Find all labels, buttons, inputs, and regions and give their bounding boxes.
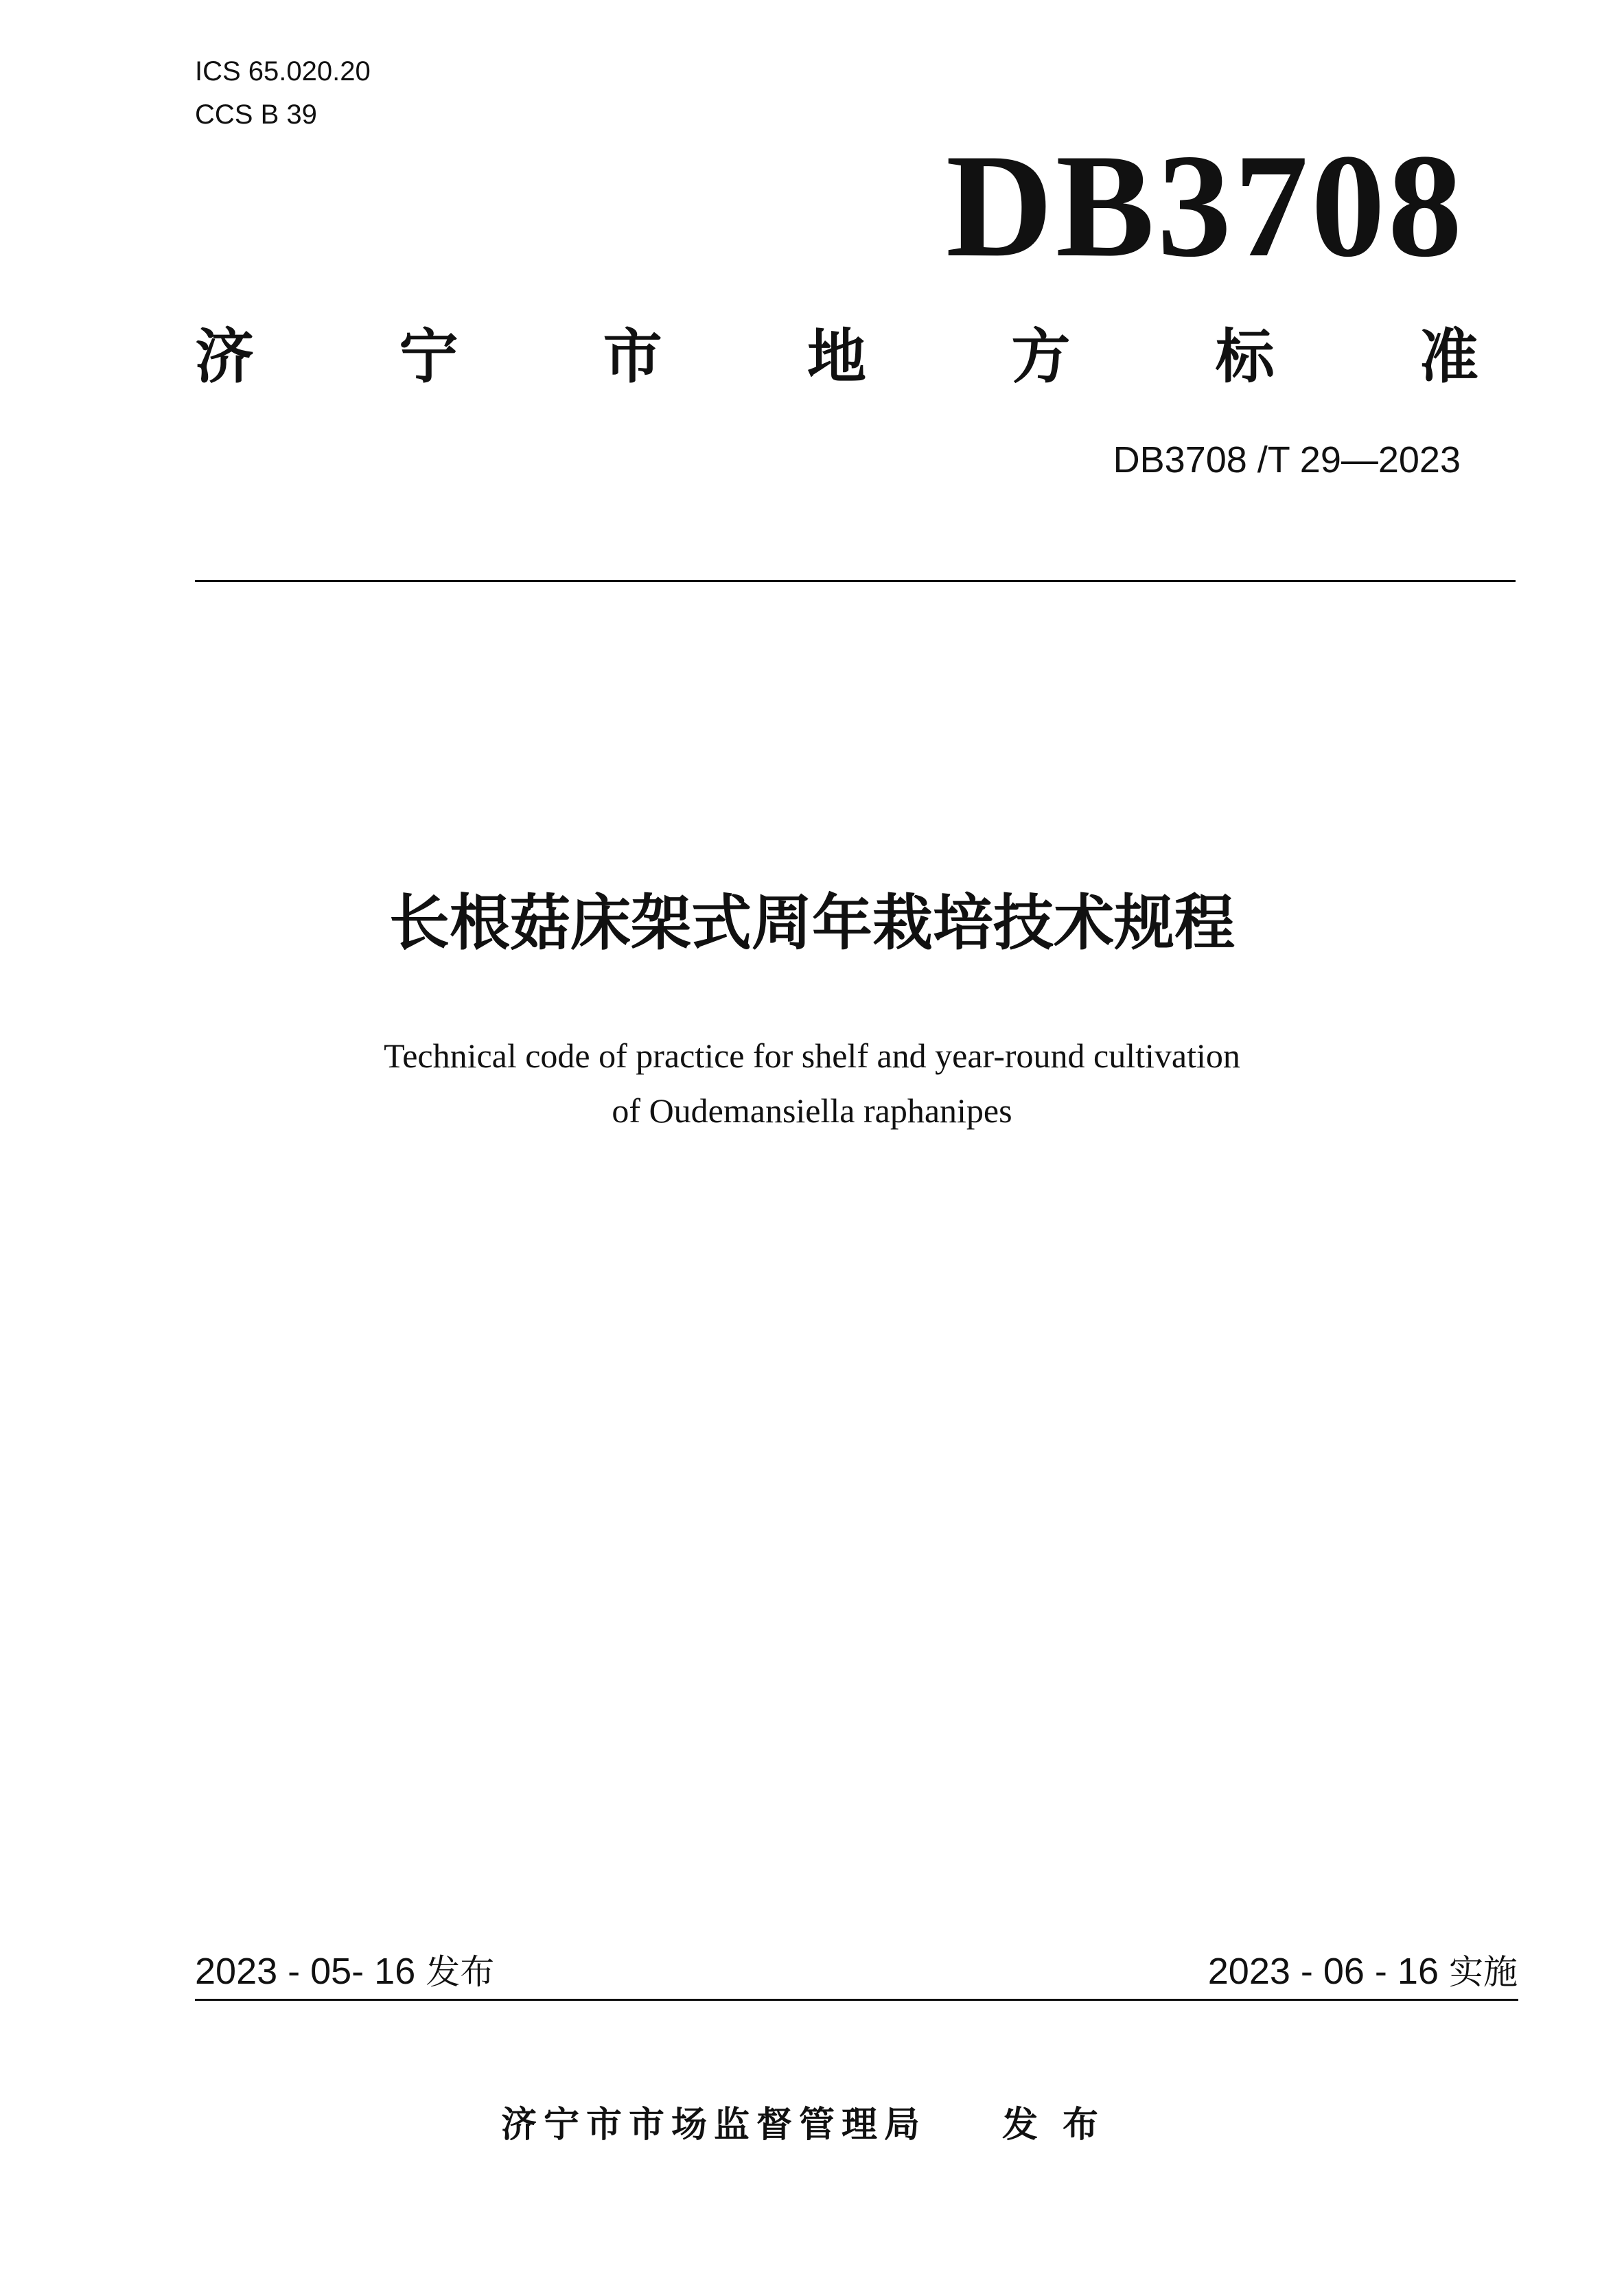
ics-code: ICS 65.020.20: [195, 56, 371, 86]
implementation-date-value: 2023 - 06 - 16: [1207, 1951, 1449, 1992]
issue-date-value: 2023 - 05- 16: [195, 1951, 426, 1992]
issue-date-label: 发布: [426, 1952, 495, 1992]
standard-type-char: 宁: [399, 323, 459, 391]
standard-type-char: 方: [1011, 323, 1071, 391]
top-divider: [195, 580, 1516, 582]
implementation-date: [1208, 1949, 1518, 1994]
title-english-line-1: Technical code of practice for shelf and year-round cultivation: [384, 1036, 1240, 1075]
issue-date: [195, 1949, 494, 1994]
standard-number: DB3708 /T 29—2023: [1113, 439, 1461, 480]
standard-type-char: 标: [1215, 323, 1275, 391]
standard-type-char: 市: [603, 323, 662, 391]
implementation-date-label: 实施: [1449, 1952, 1518, 1992]
standard-type-char: 济: [195, 323, 254, 391]
issuer-name: 济宁市市场监督管理局: [500, 2104, 927, 2146]
issuer-action: 发布: [1002, 2104, 1124, 2146]
bottom-divider: [195, 1999, 1518, 2001]
title-english-line-2: of Oudemansiella raphanipes: [612, 1091, 1012, 1130]
ccs-code: CCS B 39: [195, 100, 317, 130]
standard-code-large: DB3708: [945, 124, 1465, 288]
standard-type-char: 地: [807, 323, 866, 391]
issuer-line: [0, 2100, 1624, 2150]
title-chinese: 长根菇床架式周年栽培技术规程: [388, 888, 1235, 958]
standard-type-char: 准: [1419, 323, 1478, 391]
standard-type-heading: [195, 323, 1478, 391]
